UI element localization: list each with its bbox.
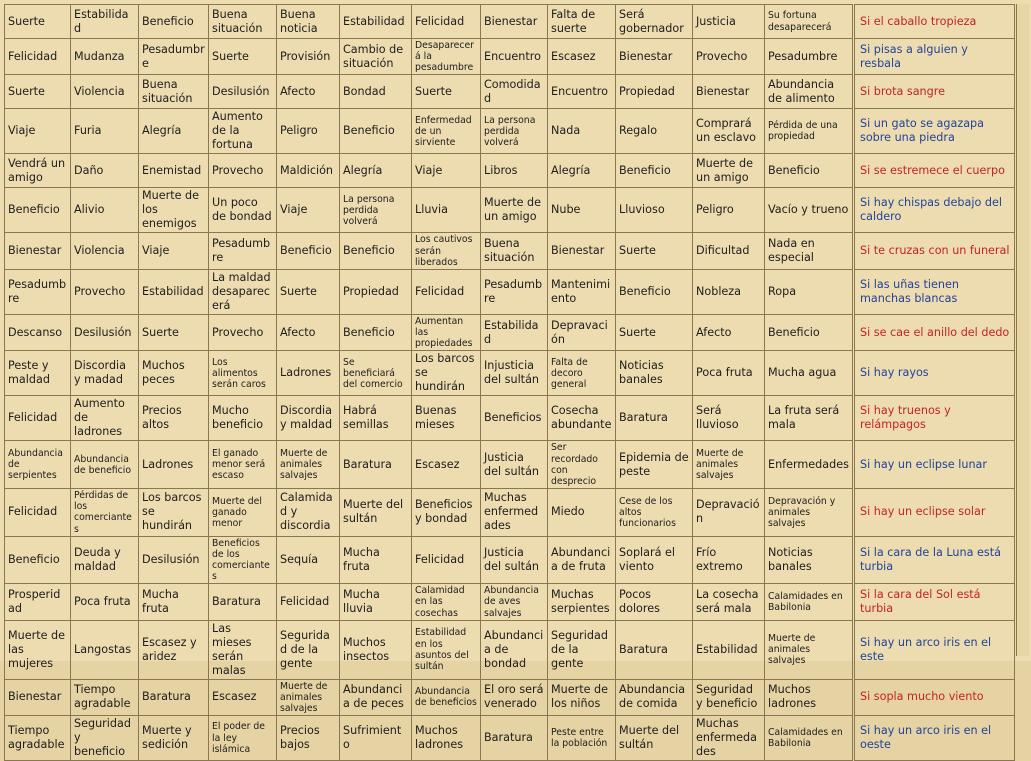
table-row <box>5 584 1015 620</box>
omen-condition: Si un gato se agazapa sobre una piedra <box>854 109 1015 154</box>
omen-cell: Frío extremo <box>693 536 765 584</box>
omen-cell: Buena situación <box>481 233 548 269</box>
omen-cell: Muerte de los enemigos <box>139 188 209 233</box>
omen-cell: Seguridad de la gente <box>548 620 616 679</box>
omen-cell: Ser recordado con desprecio <box>548 441 616 489</box>
omen-cell: Pocos dolores <box>616 584 693 620</box>
omen-cell: Abundancia de beneficios <box>412 679 481 715</box>
omen-cell: Desaparecerá la pesadumbre <box>412 39 481 75</box>
omen-cell: Muerte y sedición <box>139 716 209 761</box>
omen-cell: Muchos insectos <box>340 620 412 679</box>
table-row <box>5 716 1015 761</box>
table-row <box>5 679 1015 715</box>
omen-cell: Muerte del sultán <box>616 716 693 761</box>
omen-cell: Tiempo agradable <box>5 716 71 761</box>
omen-cell: Propiedad <box>340 269 412 314</box>
omen-cell: La persona perdida volverá <box>481 109 548 154</box>
omen-condition: Si hay chispas debajo del caldero <box>854 188 1015 233</box>
omen-cell: Beneficio <box>5 188 71 233</box>
omen-cell: Bienestar <box>5 233 71 269</box>
omen-cell: Mantenimiento <box>548 269 616 314</box>
omen-cell: Viaje <box>139 233 209 269</box>
omen-cell: Nobleza <box>693 269 765 314</box>
omen-cell: Habrá semillas <box>340 396 412 441</box>
omen-cell: Estabilidad <box>71 5 139 39</box>
omen-cell: Abundancia de aves salvajes <box>481 584 548 620</box>
omen-condition: Si se estremece el cuerpo <box>854 154 1015 188</box>
omen-cell: Afecto <box>277 314 340 350</box>
omen-cell: Miedo <box>548 489 616 537</box>
omen-cell: Depravación <box>548 314 616 350</box>
omen-cell: Suerte <box>616 233 693 269</box>
omen-cell: Beneficios de los comerciantes <box>209 536 277 584</box>
omen-condition: Si hay un arco iris en el oeste <box>854 716 1015 761</box>
omen-cell: Poca fruta <box>71 584 139 620</box>
omen-cell: Calamidad y discordia <box>277 489 340 537</box>
omen-cell: Libros <box>481 154 548 188</box>
omen-cell: Cese de los altos funcionarios <box>616 489 693 537</box>
omen-condition: Si pisas a alguien y resbala <box>854 39 1015 75</box>
omen-cell: Mucha agua <box>765 351 854 396</box>
table-row <box>5 620 1015 679</box>
omen-cell: Abundancia de beneficio <box>71 441 139 489</box>
omen-cell: Suerte <box>277 269 340 314</box>
omen-cell: Beneficio <box>765 314 854 350</box>
omen-cell: Enfermedades <box>765 441 854 489</box>
table-row <box>5 269 1015 314</box>
table-row <box>5 314 1015 350</box>
omen-cell: Estabilidad <box>693 620 765 679</box>
omen-cell: Viaje <box>277 188 340 233</box>
omen-condition: Si hay un eclipse lunar <box>854 441 1015 489</box>
omen-cell: Mudanza <box>71 39 139 75</box>
omen-cell: Muerte de un amigo <box>693 154 765 188</box>
omen-cell: Muerte de animales salvajes <box>693 441 765 489</box>
omen-cell: Baratura <box>139 679 209 715</box>
omen-cell: Peste y maldad <box>5 351 71 396</box>
omen-cell: Vendrá un amigo <box>5 154 71 188</box>
table-row <box>5 233 1015 269</box>
omen-cell: Muerte de un amigo <box>481 188 548 233</box>
omen-cell: Beneficio <box>139 5 209 39</box>
omen-cell: Vacío y trueno <box>765 188 854 233</box>
omen-cell: Precios altos <box>139 396 209 441</box>
omen-cell: Afecto <box>277 75 340 109</box>
omen-cell: Muchos peces <box>139 351 209 396</box>
omen-cell: Pesadumbre <box>139 39 209 75</box>
omen-cell: Nada <box>548 109 616 154</box>
omen-cell: Pesadumbre <box>481 269 548 314</box>
omen-cell: Suerte <box>5 5 71 39</box>
omen-cell: Provecho <box>693 39 765 75</box>
omen-cell: Suerte <box>209 39 277 75</box>
omen-cell: Regalo <box>616 109 693 154</box>
omen-cell: Noticias banales <box>765 536 854 584</box>
omen-cell: Un poco de bondad <box>209 188 277 233</box>
omen-cell: Aumentan las propiedades <box>412 314 481 350</box>
omen-cell: Maldición <box>277 154 340 188</box>
omen-cell: Baratura <box>616 396 693 441</box>
omen-cell: Escasez <box>209 679 277 715</box>
omen-cell: Mucha fruta <box>139 584 209 620</box>
omen-cell: Cambio de situación <box>340 39 412 75</box>
omens-grid-wrapper <box>4 4 1014 759</box>
omen-condition: Si hay un arco iris en el este <box>854 620 1015 679</box>
omen-cell: Muerte del ganado menor <box>209 489 277 537</box>
omen-cell: Abundancia de serpientes <box>5 441 71 489</box>
omen-cell: Langostas <box>71 620 139 679</box>
omen-cell: Escasez <box>412 441 481 489</box>
omen-cell: Propiedad <box>616 75 693 109</box>
omen-cell: Pesadumbre <box>209 233 277 269</box>
omen-cell: Pérdidas de los comerciantes <box>71 489 139 537</box>
omen-cell: Comprará un esclavo <box>693 109 765 154</box>
omen-cell: Bienestar <box>481 5 548 39</box>
omen-cell: La maldad desaparecerá <box>209 269 277 314</box>
omen-cell: Viaje <box>412 154 481 188</box>
table-row <box>5 154 1015 188</box>
omen-cell: Bienestar <box>5 679 71 715</box>
omen-cell: Calamidades en Babilonia <box>765 584 854 620</box>
omen-cell: Buena noticia <box>277 5 340 39</box>
omen-cell: Injusticia del sultán <box>481 351 548 396</box>
omen-cell: Muchos ladrones <box>412 716 481 761</box>
omen-cell: Alegría <box>340 154 412 188</box>
omen-cell: Abundancia de fruta <box>548 536 616 584</box>
omen-cell: Epidemia de peste <box>616 441 693 489</box>
omen-cell: Los barcos se hundirán <box>412 351 481 396</box>
omen-cell: Las mieses serán malas <box>209 620 277 679</box>
table-row <box>5 109 1015 154</box>
omen-cell: Discordia y maldad <box>277 396 340 441</box>
omen-cell: Suerte <box>139 314 209 350</box>
omen-cell: Buena situación <box>209 5 277 39</box>
omen-cell: Estabilidad en los asuntos del sultán <box>412 620 481 679</box>
omen-cell: Felicidad <box>5 489 71 537</box>
omen-cell: Cosecha abundante <box>548 396 616 441</box>
omens-table-body <box>5 5 1015 761</box>
omen-cell: Depravación <box>693 489 765 537</box>
omen-cell: Bienestar <box>548 233 616 269</box>
omen-cell: Felicidad <box>5 39 71 75</box>
omen-cell: Pesadumbre <box>5 269 71 314</box>
omen-cell: Beneficios y bondad <box>412 489 481 537</box>
omen-cell: Violencia <box>71 75 139 109</box>
omen-cell: El oro será venerado <box>481 679 548 715</box>
omen-cell: Beneficio <box>340 233 412 269</box>
omen-cell: Muchas enfermedades <box>481 489 548 537</box>
table-row <box>5 489 1015 537</box>
omen-cell: Falta de decoro general <box>548 351 616 396</box>
omen-cell: Suerte <box>5 75 71 109</box>
omen-cell: Deuda y maldad <box>71 536 139 584</box>
omen-cell: Aumento de la fortuna <box>209 109 277 154</box>
omen-cell: Abundancia de peces <box>340 679 412 715</box>
omen-cell: Desilusión <box>209 75 277 109</box>
omen-cell: Tiempo agradable <box>71 679 139 715</box>
omen-cell: Será gobernador <box>616 5 693 39</box>
omen-cell: Muerte de los niños <box>548 679 616 715</box>
omen-cell: Justicia del sultán <box>481 441 548 489</box>
omen-cell: Los cautivos serán liberados <box>412 233 481 269</box>
omen-cell: Felicidad <box>412 269 481 314</box>
omen-cell: Escasez y aridez <box>139 620 209 679</box>
omen-cell: Muerte de animales salvajes <box>765 620 854 679</box>
omen-cell: Daño <box>71 154 139 188</box>
omen-cell: Comodidad <box>481 75 548 109</box>
omen-cell: Suerte <box>616 314 693 350</box>
omen-cell: Baratura <box>481 716 548 761</box>
omen-cell: Abundancia de bondad <box>481 620 548 679</box>
omen-condition: Si el caballo tropieza <box>854 5 1015 39</box>
omen-cell: Sequía <box>277 536 340 584</box>
omen-cell: Desilusión <box>139 536 209 584</box>
omen-cell: Muerte del sultán <box>340 489 412 537</box>
omen-cell: Noticias banales <box>616 351 693 396</box>
omen-cell: Será lluvioso <box>693 396 765 441</box>
omen-cell: Precios bajos <box>277 716 340 761</box>
omen-cell: Dificultad <box>693 233 765 269</box>
omen-condition: Si hay rayos <box>854 351 1015 396</box>
omen-condition: Si brota sangre <box>854 75 1015 109</box>
omen-condition: Si la cara de la Luna está turbia <box>854 536 1015 584</box>
omen-cell: Escasez <box>548 39 616 75</box>
omen-cell: Ladrones <box>139 441 209 489</box>
omen-cell: Beneficio <box>340 314 412 350</box>
omen-cell: Felicidad <box>277 584 340 620</box>
omen-cell: Baratura <box>209 584 277 620</box>
omen-cell: Felicidad <box>412 5 481 39</box>
omen-cell: Alivio <box>71 188 139 233</box>
omen-cell: La fruta será mala <box>765 396 854 441</box>
omens-table <box>4 4 1015 761</box>
omen-cell: Soplará el viento <box>616 536 693 584</box>
omen-cell: Viaje <box>5 109 71 154</box>
omen-cell: Bondad <box>340 75 412 109</box>
omen-cell: Beneficio <box>616 154 693 188</box>
omen-cell: Estabilidad <box>481 314 548 350</box>
table-row <box>5 75 1015 109</box>
omen-condition: Si hay un eclipse solar <box>854 489 1015 537</box>
omen-cell: Abundancia de comida <box>616 679 693 715</box>
omen-cell: Se beneficiará del comercio <box>340 351 412 396</box>
omen-condition: Si se cae el anillo del dedo <box>854 314 1015 350</box>
omen-cell: Alegría <box>548 154 616 188</box>
table-row <box>5 396 1015 441</box>
omen-cell: Desilusión <box>71 314 139 350</box>
omen-cell: Beneficio <box>340 109 412 154</box>
omen-cell: Mucha fruta <box>340 536 412 584</box>
omen-cell: Seguridad de la gente <box>277 620 340 679</box>
omen-cell: Provecho <box>209 314 277 350</box>
omen-cell: Buenas mieses <box>412 396 481 441</box>
omen-cell: Estabilidad <box>139 269 209 314</box>
omen-cell: La cosecha será mala <box>693 584 765 620</box>
omen-cell: Peligro <box>693 188 765 233</box>
omen-cell: Ladrones <box>277 351 340 396</box>
omen-cell: Bienestar <box>616 39 693 75</box>
omen-cell: Pesadumbre <box>765 39 854 75</box>
omen-condition: Si las uñas tienen manchas blancas <box>854 269 1015 314</box>
sheet-right-edge <box>1016 4 1029 656</box>
omen-cell: Pérdida de una propiedad <box>765 109 854 154</box>
omen-cell: Felicidad <box>5 396 71 441</box>
omen-condition: Si la cara del Sol está turbia <box>854 584 1015 620</box>
omen-cell: Poca fruta <box>693 351 765 396</box>
omen-cell: Seguridad y beneficio <box>693 679 765 715</box>
omen-cell: Enfermedad de un sirviente <box>412 109 481 154</box>
omen-cell: Encuentro <box>481 39 548 75</box>
omen-cell: Justicia <box>693 5 765 39</box>
table-row <box>5 351 1015 396</box>
omen-cell: Felicidad <box>412 536 481 584</box>
omen-cell: Violencia <box>71 233 139 269</box>
omen-condition: Si hay truenos y relámpagos <box>854 396 1015 441</box>
omen-cell: Baratura <box>340 441 412 489</box>
omen-cell: Justicia del sultán <box>481 536 548 584</box>
omen-cell: Buena situación <box>139 75 209 109</box>
omen-cell: Muchas serpientes <box>548 584 616 620</box>
omen-cell: Beneficio <box>5 536 71 584</box>
omen-cell: Peste entre la población <box>548 716 616 761</box>
omen-cell: Provecho <box>71 269 139 314</box>
omen-cell: Suerte <box>412 75 481 109</box>
omen-cell: Prosperidad <box>5 584 71 620</box>
omen-cell: Encuentro <box>548 75 616 109</box>
omen-cell: Lluvioso <box>616 188 693 233</box>
omen-cell: Beneficio <box>616 269 693 314</box>
omen-cell: Seguridad y beneficio <box>71 716 139 761</box>
omen-cell: Depravación y animales salvajes <box>765 489 854 537</box>
omen-cell: Furia <box>71 109 139 154</box>
omen-cell: Muchos ladrones <box>765 679 854 715</box>
omen-cell: Beneficio <box>277 233 340 269</box>
omen-cell: Mucho beneficio <box>209 396 277 441</box>
omen-cell: Abundancia de alimento <box>765 75 854 109</box>
omen-condition: Si te cruzas con un funeral <box>854 233 1015 269</box>
omen-cell: Peligro <box>277 109 340 154</box>
omen-cell: Su fortuna desaparecerá <box>765 5 854 39</box>
omen-cell: Falta de suerte <box>548 5 616 39</box>
table-row <box>5 39 1015 75</box>
table-row <box>5 441 1015 489</box>
omen-cell: Afecto <box>693 314 765 350</box>
omen-cell: Muerte de animales salvajes <box>277 441 340 489</box>
omen-cell: Nada en especial <box>765 233 854 269</box>
omen-cell: Muerte de animales salvajes <box>277 679 340 715</box>
omen-cell: Beneficios <box>481 396 548 441</box>
omen-cell: El poder de la ley islámica <box>209 716 277 761</box>
omen-cell: Sufrimiento <box>340 716 412 761</box>
omen-cell: Lluvia <box>412 188 481 233</box>
omen-cell: Ropa <box>765 269 854 314</box>
omen-cell: Provecho <box>209 154 277 188</box>
omen-cell: Alegría <box>139 109 209 154</box>
table-row <box>5 188 1015 233</box>
omen-condition: Si sopla mucho viento <box>854 679 1015 715</box>
omen-cell: Los barcos se hundirán <box>139 489 209 537</box>
omen-cell: Mucha lluvia <box>340 584 412 620</box>
omen-cell: La persona perdida volverá <box>340 188 412 233</box>
omen-cell: El ganado menor será escaso <box>209 441 277 489</box>
table-row <box>5 536 1015 584</box>
omen-cell: Calamidades en Babilonia <box>765 716 854 761</box>
omen-cell: Estabilidad <box>340 5 412 39</box>
omen-cell: Baratura <box>616 620 693 679</box>
omen-cell: Provisión <box>277 39 340 75</box>
omen-cell: Los alimentos serán caros <box>209 351 277 396</box>
omen-cell: Muchas enfermedades <box>693 716 765 761</box>
omen-cell: Nube <box>548 188 616 233</box>
omen-cell: Descanso <box>5 314 71 350</box>
omen-cell: Discordia y madad <box>71 351 139 396</box>
omen-cell: Enemistad <box>139 154 209 188</box>
omen-cell: Muerte de las mujeres <box>5 620 71 679</box>
omen-cell: Bienestar <box>693 75 765 109</box>
omen-cell: Beneficio <box>765 154 854 188</box>
omen-cell: Calamidad en las cosechas <box>412 584 481 620</box>
omen-cell: Aumento de ladrones <box>71 396 139 441</box>
table-row <box>5 5 1015 39</box>
